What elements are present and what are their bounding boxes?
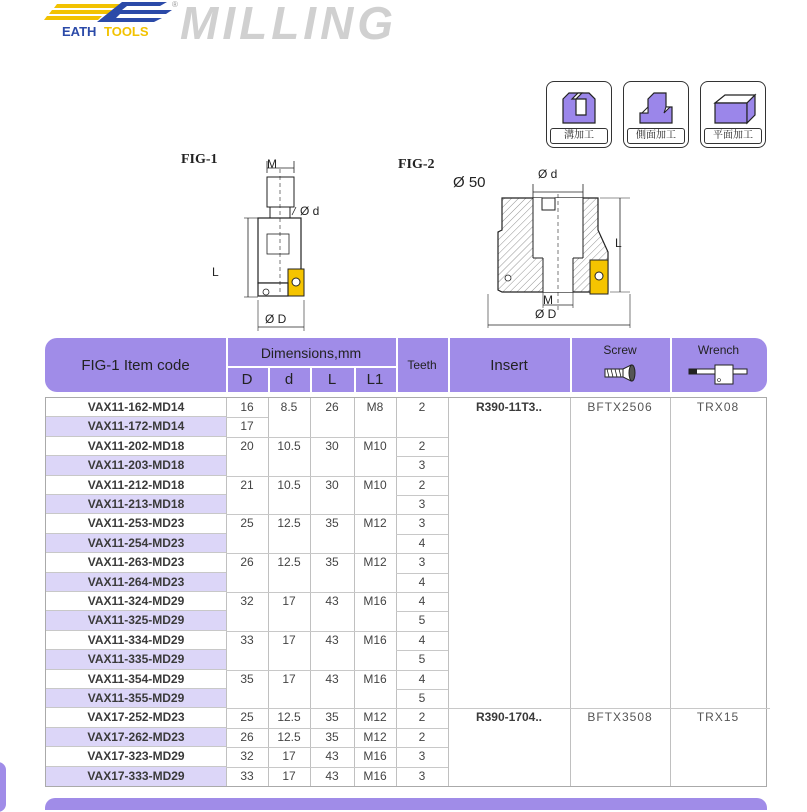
screw-icon xyxy=(603,363,639,388)
cell-teeth: 3 xyxy=(418,516,426,531)
operation-side-milling xyxy=(623,81,689,148)
fig2-drawing xyxy=(480,180,640,335)
cell-insert: R390-1704.. xyxy=(475,710,543,725)
table-row-code: VAX11-213-MD18 xyxy=(46,495,226,514)
cell-L1: M12 xyxy=(363,729,387,744)
cell-D: 21 xyxy=(240,477,254,492)
cell-d: 17 xyxy=(282,671,296,686)
svg-text:EATH: EATH xyxy=(62,24,97,39)
cell-L1: M16 xyxy=(363,594,387,608)
cell-d: 12.5 xyxy=(277,555,301,570)
cell-d: 8.5 xyxy=(280,400,298,414)
table-row-code: VAX11-334-MD29 xyxy=(46,631,226,650)
cell-d: 17 xyxy=(282,768,296,783)
cell-wrench: TRX08 xyxy=(696,400,740,414)
header-teeth: Teeth xyxy=(407,358,437,372)
cell-L: 43 xyxy=(325,671,339,686)
cell-teeth: 4 xyxy=(418,632,426,647)
operation-face-milling xyxy=(700,81,766,148)
cell-L: 30 xyxy=(325,477,339,492)
header-insert: Insert xyxy=(490,356,528,374)
cell-L: 26 xyxy=(325,400,339,414)
operation-label: 溝加工 xyxy=(550,128,608,144)
table-row-code: VAX11-212-MD18 xyxy=(46,476,226,495)
fig1-dim-D: Ø D xyxy=(265,312,287,326)
table-row-code: VAX17-252-MD23 xyxy=(46,708,226,727)
header-L1: L1 xyxy=(366,371,384,388)
cell-L1: M12 xyxy=(363,516,387,531)
cell-D: 33 xyxy=(240,768,254,783)
cell-L: 43 xyxy=(325,632,339,647)
next-table-header xyxy=(45,798,767,810)
table-row-code: VAX11-172-MD14 xyxy=(46,417,226,436)
operation-label: 平面加工 xyxy=(704,128,762,144)
cell-L1: M16 xyxy=(363,768,387,783)
header-L: L xyxy=(327,371,337,388)
operation-slot-milling xyxy=(546,81,612,148)
cell-teeth: 2 xyxy=(418,710,426,725)
cell-D: 32 xyxy=(240,749,254,764)
operation-label: 側面加工 xyxy=(627,128,685,144)
cell-screw: BFTX3508 xyxy=(587,710,653,725)
cell-D: 26 xyxy=(240,729,254,744)
cell-L: 35 xyxy=(325,516,339,531)
cell-d: 17 xyxy=(282,594,296,608)
cell-d: 17 xyxy=(282,632,296,647)
cell-L: 35 xyxy=(325,710,339,725)
table-row-code: VAX11-263-MD23 xyxy=(46,553,226,572)
cell-L: 43 xyxy=(325,594,339,608)
fig2-dim-D: Ø D xyxy=(535,307,557,321)
cell-L1: M12 xyxy=(363,710,387,725)
cell-D: 25 xyxy=(240,516,254,531)
header-wrench: Wrench xyxy=(697,343,740,357)
fig1-dim-m: M xyxy=(267,157,277,171)
header-D: D xyxy=(241,371,253,388)
fig2-dim-d: Ø d xyxy=(538,167,558,181)
table-row-code: VAX11-325-MD29 xyxy=(46,611,226,630)
cell-L1: M8 xyxy=(366,400,384,414)
header-screw: Screw xyxy=(603,343,637,357)
cell-teeth: 3 xyxy=(418,458,426,473)
cell-d: 12.5 xyxy=(277,710,301,725)
table-row-code: VAX17-323-MD29 xyxy=(46,747,226,766)
cell-D: 25 xyxy=(240,710,254,725)
registered-mark: ® xyxy=(172,0,178,9)
cell-D: 35 xyxy=(240,671,254,686)
svg-text:TOOLS: TOOLS xyxy=(104,24,149,39)
cell-L: 35 xyxy=(325,555,339,570)
header-item-code: FIG-1 Item code xyxy=(81,356,190,374)
cell-d: 12.5 xyxy=(277,516,301,531)
table-row-code: VAX11-203-MD18 xyxy=(46,456,226,475)
cell-D: 20 xyxy=(240,438,254,453)
cell-L1: M16 xyxy=(363,632,387,647)
fig2-label: FIG-2 xyxy=(398,157,435,172)
cell-teeth: 2 xyxy=(418,438,426,453)
cell-screw: BFTX2506 xyxy=(587,400,653,414)
header-dimensions: Dimensions,mm xyxy=(260,344,362,361)
table-row-code: VAX11-355-MD29 xyxy=(46,689,226,708)
fig1-dim-d: Ø d xyxy=(300,204,320,218)
cell-L1: M10 xyxy=(363,438,387,453)
cell-L1: M16 xyxy=(363,671,387,686)
cell-d: 12.5 xyxy=(277,729,301,744)
brand-logo xyxy=(42,0,182,40)
table-row-code: VAX11-253-MD23 xyxy=(46,514,226,533)
cell-d: 17 xyxy=(282,749,296,764)
cell-D: 26 xyxy=(240,555,254,570)
table-row-code: VAX11-254-MD23 xyxy=(46,534,226,553)
fig1-label: FIG-1 xyxy=(181,152,218,167)
side-tab xyxy=(0,762,6,812)
cell-teeth: 3 xyxy=(418,749,426,764)
table-row-code: VAX11-202-MD18 xyxy=(46,437,226,456)
cell-teeth: 5 xyxy=(418,613,426,628)
cell-wrench: TRX15 xyxy=(696,710,740,725)
fig2-dim-l: L xyxy=(615,236,622,250)
cell-teeth: 3 xyxy=(418,555,426,570)
cell-D: 32 xyxy=(240,594,254,608)
product-table xyxy=(45,397,767,787)
table-header xyxy=(45,338,767,392)
cell-L: 30 xyxy=(325,438,339,453)
wrench-icon xyxy=(687,364,749,391)
cell-teeth: 4 xyxy=(418,574,426,589)
cell-teeth: 2 xyxy=(418,477,426,492)
slot-milling-icon xyxy=(559,87,599,127)
logo-wings-icon xyxy=(42,0,182,40)
cell-teeth: 3 xyxy=(418,768,426,783)
cell-teeth: 4 xyxy=(418,535,426,550)
cell-L: 43 xyxy=(325,749,339,764)
cell-teeth: 2 xyxy=(418,400,426,414)
cell-teeth: 2 xyxy=(418,729,426,744)
fig1-dim-l: L xyxy=(212,265,219,279)
cell-D: 17 xyxy=(240,419,254,434)
face-milling-icon xyxy=(713,87,757,127)
cell-teeth: 3 xyxy=(418,497,426,511)
cell-D: 33 xyxy=(240,632,254,647)
cell-L1: M10 xyxy=(363,477,387,492)
table-row-code: VAX17-333-MD29 xyxy=(46,767,226,786)
cell-teeth: 4 xyxy=(418,594,426,608)
table-row-code: VAX11-335-MD29 xyxy=(46,650,226,669)
cell-L: 35 xyxy=(325,729,339,744)
cell-L1: M16 xyxy=(363,749,387,764)
cell-teeth: 5 xyxy=(418,691,426,705)
page-title: MILLING xyxy=(180,0,398,49)
side-milling-icon xyxy=(636,87,676,127)
table-row-code: VAX11-354-MD29 xyxy=(46,670,226,689)
cell-L1: M12 xyxy=(363,555,387,570)
cell-L: 43 xyxy=(325,768,339,783)
fig2-dim-m: M xyxy=(543,293,553,307)
table-row-code: VAX17-262-MD23 xyxy=(46,728,226,747)
cell-D: 16 xyxy=(240,400,254,414)
cell-d: 10.5 xyxy=(277,438,301,453)
fig2-size: Ø 50 xyxy=(453,174,486,191)
cell-teeth: 4 xyxy=(418,671,426,686)
table-row-code: VAX11-264-MD23 xyxy=(46,573,226,592)
cell-insert: R390-11T3.. xyxy=(475,400,543,414)
cell-d: 10.5 xyxy=(277,477,301,492)
table-row-code: VAX11-162-MD14 xyxy=(46,398,226,417)
table-row-code: VAX11-324-MD29 xyxy=(46,592,226,611)
header-d: d xyxy=(284,371,294,388)
cell-teeth: 5 xyxy=(418,652,426,667)
